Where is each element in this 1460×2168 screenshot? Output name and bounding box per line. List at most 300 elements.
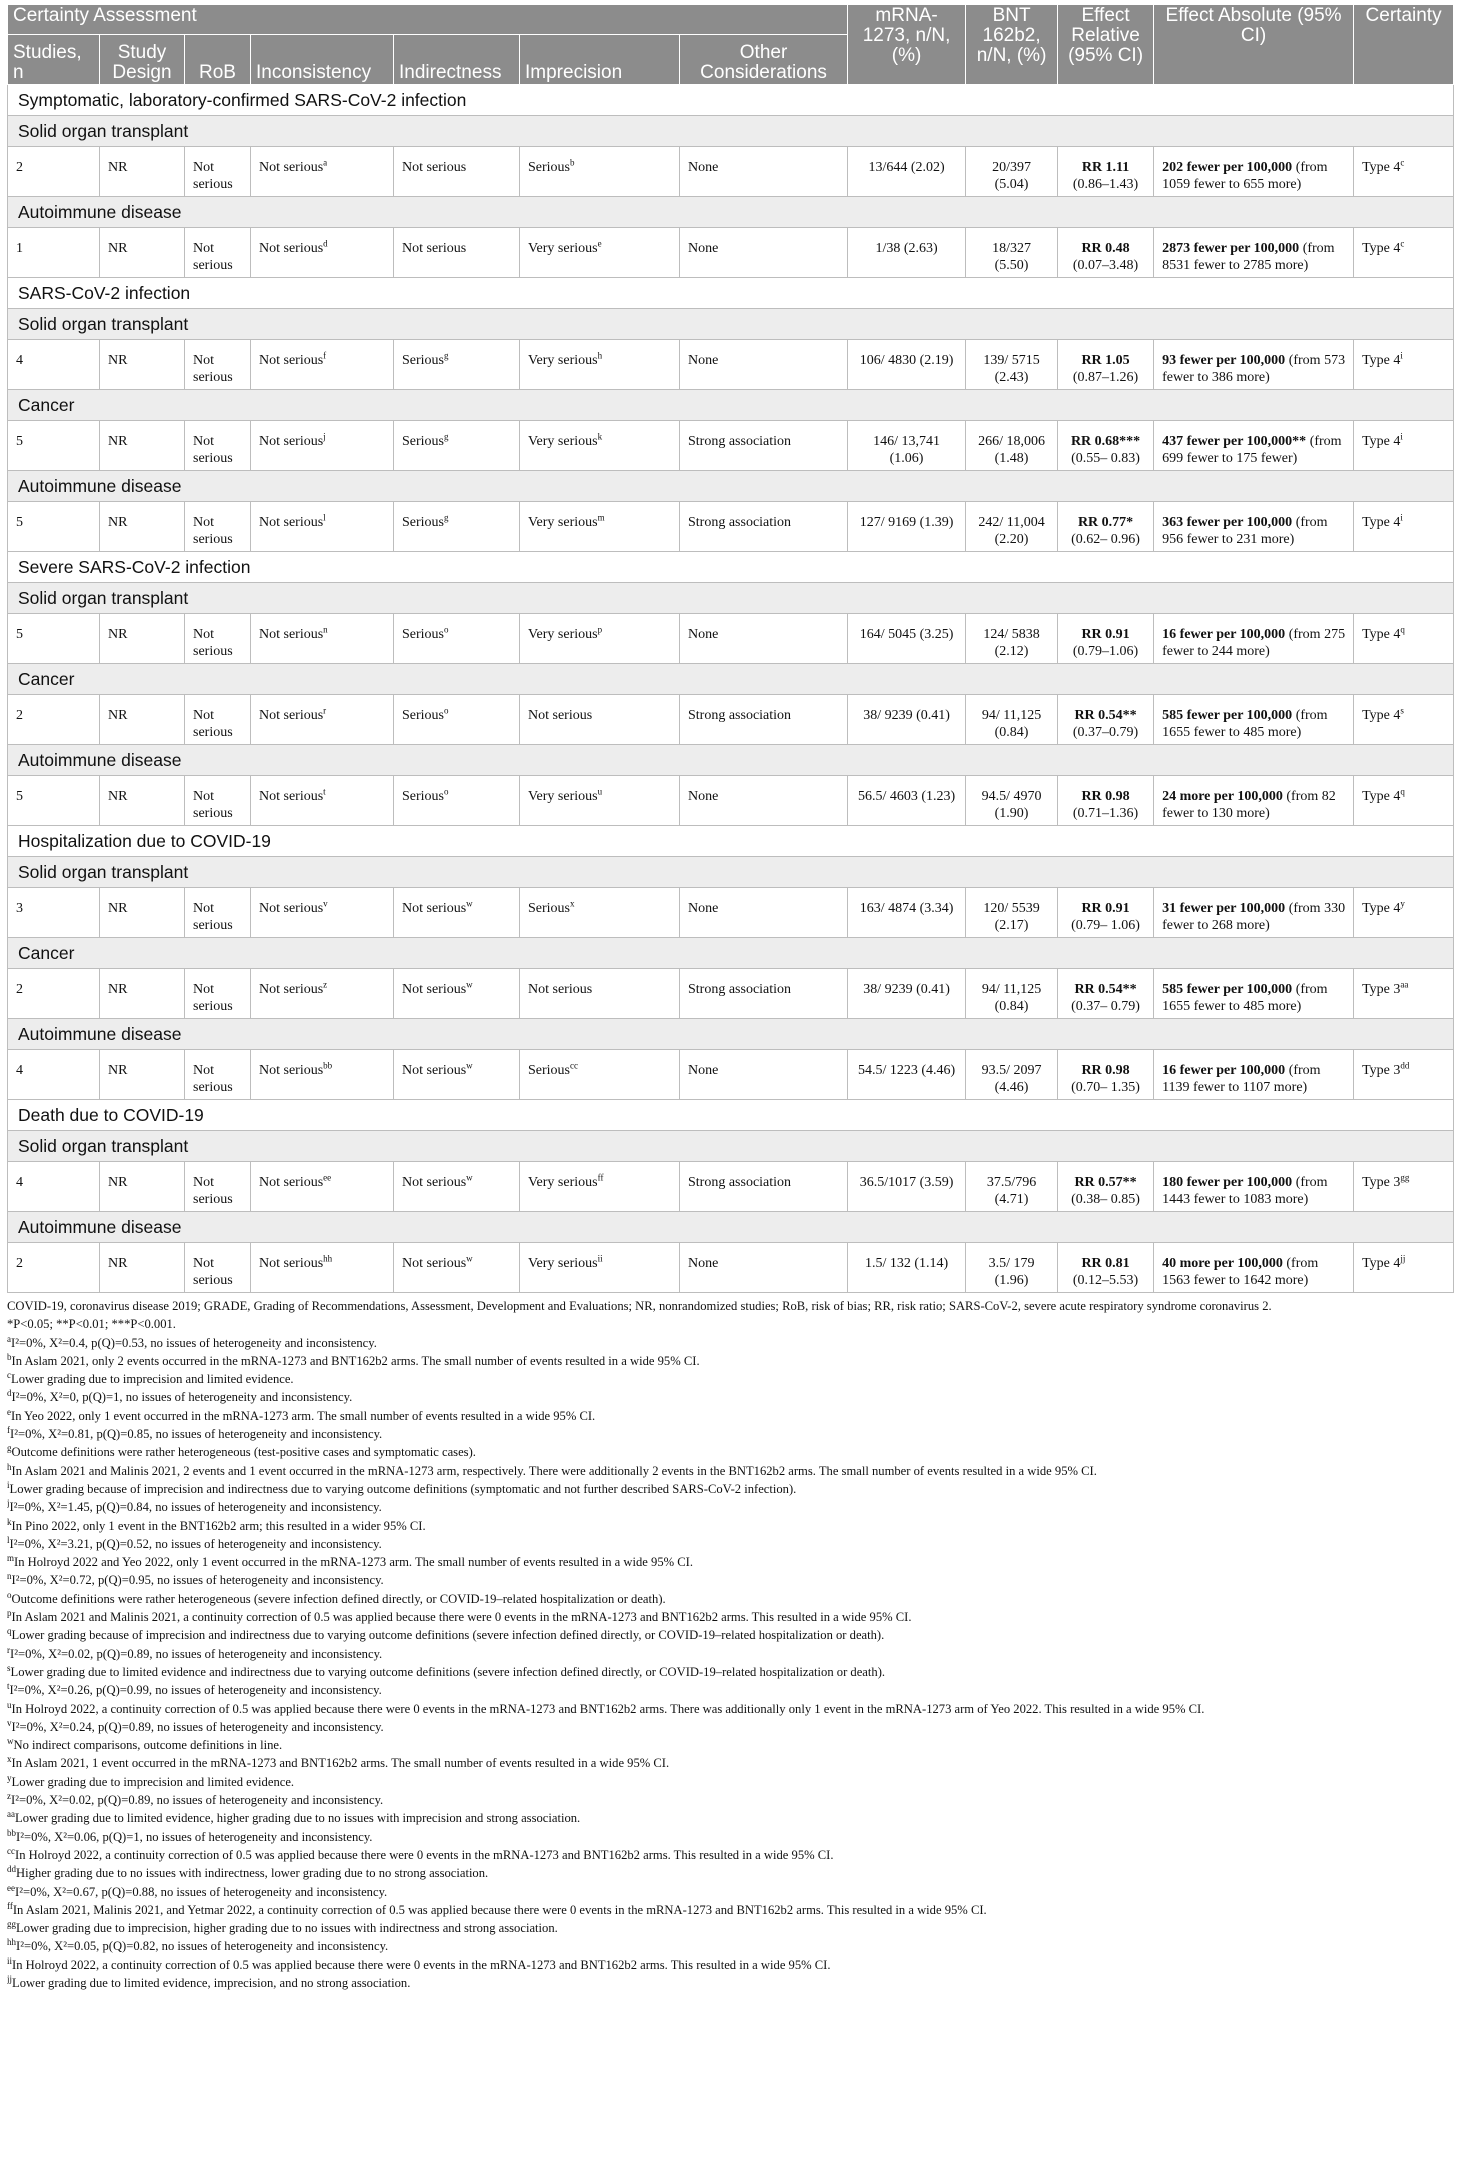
certainty-cell-footnote-mark: c — [1400, 157, 1405, 168]
design-cell-text: NR — [108, 708, 128, 723]
mrna-cell — [848, 888, 966, 938]
bnt-cell — [966, 1243, 1058, 1293]
design-cell-text: NR — [108, 1256, 128, 1271]
other-considerations-cell-text: None — [688, 160, 719, 175]
risk-ratio-ci: (0.12–5.53) — [1072, 1273, 1139, 1288]
imprecision-cell — [520, 614, 680, 664]
table-row — [8, 502, 1454, 552]
indirectness-cell-text: Serious — [402, 789, 444, 804]
footnote-mark: ii — [7, 1955, 13, 1966]
footnote-text: Lower grading due to imprecision and limited evidence. — [11, 1774, 295, 1789]
header-design: Study Design — [100, 35, 185, 85]
absolute-effect-cell — [1154, 147, 1354, 197]
relative-effect-cell — [1058, 969, 1154, 1019]
certainty-cell — [1354, 1050, 1454, 1100]
imprecision-cell — [520, 228, 680, 278]
other-considerations-cell — [680, 228, 848, 278]
table-container — [7, 4, 1453, 1992]
absolute-effect-cell — [1154, 614, 1354, 664]
risk-ratio: RR 1.11 — [1081, 160, 1130, 175]
mrna-cell-text: 56.5/ 4603 (1.23) — [857, 789, 956, 804]
bnt-cell-text: 20/397 (5.04) — [992, 160, 1031, 192]
imprecision-cell-footnote-mark: p — [597, 624, 603, 635]
relative-effect-cell — [1058, 1162, 1154, 1212]
population-label: Solid organ transplant — [8, 583, 1454, 614]
indirectness-cell-footnote-mark: o — [444, 786, 449, 797]
footnote-mark: x — [7, 1754, 12, 1765]
absolute-effect-cell — [1154, 340, 1354, 390]
footnote-mark: cc — [7, 1845, 15, 1856]
footnote-text: In Aslam 2021 and Malinis 2021, a continuity correction of 0.5 was applied because there were 0 events in the mRNA-1273 and BNT162b2 arms. This resulted in a wide 95% CI. — [11, 1610, 912, 1625]
footnote — [7, 1334, 1453, 1352]
studies-cell-text: 4 — [16, 1063, 23, 1078]
table-header — [8, 5, 1454, 85]
certainty-cell — [1354, 340, 1454, 390]
absolute-effect: 437 fewer per 100,000** — [1162, 434, 1307, 449]
mrna-cell — [848, 421, 966, 471]
table-row — [8, 1162, 1454, 1212]
absolute-effect-cell — [1154, 776, 1354, 826]
population-subsection-row — [8, 1131, 1454, 1162]
inconsistency-cell-footnote-mark: hh — [323, 1253, 333, 1264]
footnote-mark: dd — [7, 1864, 16, 1875]
absolute-effect-cell — [1154, 1243, 1354, 1293]
indirectness-cell — [394, 888, 520, 938]
footnote — [7, 1754, 1453, 1772]
imprecision-cell-text: Serious — [528, 901, 570, 916]
absolute-effect-ci: (from 1443 fewer to 1083 more) — [1162, 1175, 1328, 1207]
certainty-cell — [1354, 502, 1454, 552]
inconsistency-cell — [251, 1162, 394, 1212]
inconsistency-cell-text: Not serious — [259, 1063, 324, 1078]
population-label: Solid organ transplant — [8, 1131, 1454, 1162]
studies-cell — [8, 614, 100, 664]
absolute-effect-cell — [1154, 969, 1354, 1019]
bnt-cell-text: 37.5/796 (4.71) — [986, 1175, 1037, 1207]
header-studies: Studies, n — [8, 35, 100, 85]
bnt-cell — [966, 614, 1058, 664]
absolute-effect: 2873 fewer per 100,000 — [1162, 241, 1300, 256]
design-cell-text: NR — [108, 515, 128, 530]
studies-cell — [8, 502, 100, 552]
rob-cell-text: Not serious — [193, 1175, 233, 1207]
population-subsection-row — [8, 1019, 1454, 1050]
studies-cell — [8, 969, 100, 1019]
footnote-text: Lower grading due to limited evidence, higher grading due to no issues with imprecision and strong association. — [15, 1811, 581, 1826]
rob-cell-text: Not serious — [193, 434, 233, 466]
imprecision-cell — [520, 421, 680, 471]
footnote — [7, 1297, 1453, 1315]
population-subsection-row — [8, 197, 1454, 228]
rob-cell-text: Not serious — [193, 515, 233, 547]
footnote-mark: d — [7, 1388, 12, 1399]
other-considerations-cell-text: Strong association — [688, 434, 792, 449]
indirectness-cell — [394, 614, 520, 664]
footnote-text: I²=0%, X²=3.21, p(Q)=0.52, no issues of heterogeneity and inconsistency. — [9, 1536, 382, 1551]
risk-ratio-ci: (0.62– 0.96) — [1071, 532, 1140, 547]
absolute-effect: 180 fewer per 100,000 — [1162, 1175, 1293, 1190]
bnt-cell — [966, 1162, 1058, 1212]
footnote-text: I²=0%, X²=0.81, p(Q)=0.85, no issues of heterogeneity and inconsistency. — [10, 1427, 383, 1442]
rob-cell-text: Not serious — [193, 1063, 233, 1095]
population-label: Cancer — [8, 664, 1454, 695]
studies-cell-text: 2 — [16, 982, 23, 997]
population-label: Autoimmune disease — [8, 745, 1454, 776]
indirectness-cell-text: Serious — [402, 434, 444, 449]
table-row — [8, 695, 1454, 745]
population-subsection-row — [8, 471, 1454, 502]
studies-cell — [8, 421, 100, 471]
indirectness-cell-footnote-mark: w — [466, 979, 473, 990]
rob-cell — [185, 888, 251, 938]
indirectness-cell-footnote-mark: g — [444, 350, 449, 361]
absolute-effect-cell — [1154, 1050, 1354, 1100]
table-footnotes — [7, 1293, 1453, 1992]
studies-cell-text: 2 — [16, 708, 23, 723]
imprecision-cell-text: Very serious — [528, 434, 598, 449]
imprecision-cell-text: Very serious — [528, 627, 598, 642]
population-subsection-row — [8, 1212, 1454, 1243]
inconsistency-cell-footnote-mark: r — [323, 705, 327, 716]
inconsistency-cell-footnote-mark: f — [323, 350, 327, 361]
population-subsection-row — [8, 116, 1454, 147]
footnote-mark: q — [7, 1626, 12, 1637]
footnote — [7, 1571, 1453, 1589]
population-label: Cancer — [8, 938, 1454, 969]
imprecision-cell — [520, 1050, 680, 1100]
certainty-cell — [1354, 614, 1454, 664]
mrna-cell-text: 127/ 9169 (1.39) — [859, 515, 954, 530]
footnote — [7, 1846, 1453, 1864]
design-cell — [100, 228, 185, 278]
footnote — [7, 1718, 1453, 1736]
absolute-effect-cell — [1154, 421, 1354, 471]
certainty-cell-footnote-mark: gg — [1400, 1172, 1410, 1183]
rob-cell — [185, 776, 251, 826]
footnote — [7, 1663, 1453, 1681]
imprecision-cell — [520, 502, 680, 552]
indirectness-cell — [394, 1243, 520, 1293]
imprecision-cell-text: Serious — [528, 1063, 570, 1078]
relative-effect-cell — [1058, 421, 1154, 471]
certainty-cell-footnote-mark: q — [1400, 624, 1405, 635]
studies-cell — [8, 340, 100, 390]
footnote-text: I²=0%, X²=0.72, p(Q)=0.95, no issues of heterogeneity and inconsistency. — [11, 1573, 384, 1588]
studies-cell-text: 2 — [16, 160, 23, 175]
footnote-mark: i — [7, 1479, 10, 1490]
certainty-cell-footnote-mark: jj — [1400, 1253, 1406, 1264]
table-row — [8, 228, 1454, 278]
mrna-cell — [848, 969, 966, 1019]
imprecision-cell — [520, 969, 680, 1019]
footnote-mark: e — [7, 1406, 11, 1417]
risk-ratio: RR 0.68*** — [1070, 434, 1141, 449]
population-subsection-row — [8, 745, 1454, 776]
footnote-mark: k — [7, 1516, 12, 1527]
footnote-mark: ff — [7, 1900, 13, 1911]
risk-ratio-ci: (0.55– 0.83) — [1071, 451, 1140, 466]
header-other: Other Considerations — [680, 35, 848, 85]
rob-cell-text: Not serious — [193, 353, 233, 385]
inconsistency-cell — [251, 695, 394, 745]
other-considerations-cell-text: Strong association — [688, 515, 792, 530]
studies-cell-text: 5 — [16, 515, 23, 530]
footnote-text: Outcome definitions were rather heterogeneous (test-positive cases and symptomatic cases). — [11, 1445, 476, 1460]
table-row — [8, 776, 1454, 826]
mrna-cell-text: 164/ 5045 (3.25) — [859, 627, 954, 642]
population-subsection-row — [8, 390, 1454, 421]
indirectness-cell — [394, 228, 520, 278]
inconsistency-cell-footnote-mark: a — [323, 157, 328, 168]
footnote — [7, 1736, 1453, 1754]
absolute-effect: 40 more per 100,000 — [1162, 1256, 1283, 1271]
population-label: Autoimmune disease — [8, 197, 1454, 228]
absolute-effect-ci: (from 699 fewer to 175 fewer) — [1162, 434, 1342, 466]
footnote-text: In Aslam 2021 and Malinis 2021, 2 events and 1 event occurred in the mRNA-1273 arm, respectively. There were additionally 2 events in the BNT162b2 arms. The small number of events resulted in a wide 95% CI. — [11, 1463, 1097, 1478]
relative-effect-cell — [1058, 1243, 1154, 1293]
footnote-text: I²=0%, X²=0.02, p(Q)=0.89, no issues of heterogeneity and inconsistency. — [10, 1646, 383, 1661]
design-cell-text: NR — [108, 1063, 128, 1078]
design-cell — [100, 147, 185, 197]
indirectness-cell-footnote-mark: w — [466, 898, 473, 909]
footnote — [7, 1791, 1453, 1809]
population-label: Solid organ transplant — [8, 309, 1454, 340]
footnote-mark: c — [7, 1370, 11, 1380]
mrna-cell-text: 36.5/1017 (3.59) — [859, 1175, 954, 1190]
mrna-cell — [848, 502, 966, 552]
absolute-effect-ci: (from 1139 fewer to 1107 more) — [1162, 1063, 1321, 1095]
inconsistency-cell — [251, 1243, 394, 1293]
population-label: Autoimmune disease — [8, 1019, 1454, 1050]
rob-cell — [185, 421, 251, 471]
footnote-text: I²=0%, X²=0.06, p(Q)=1, no issues of heterogeneity and inconsistency. — [16, 1829, 373, 1844]
design-cell — [100, 1050, 185, 1100]
footnote-mark: jj — [7, 1973, 13, 1984]
mrna-cell — [848, 340, 966, 390]
imprecision-cell-footnote-mark: m — [597, 512, 605, 523]
footnote-text: In Holroyd 2022, a continuity correction of 0.5 was applied because there were 0 events in the mRNA-1273 and BNT162b2 arms. This resulted in a wide 95% CI. — [12, 1957, 831, 1972]
indirectness-cell-text: Not serious — [402, 160, 467, 175]
footnote-text: In Pino 2022, only 1 event in the BNT162b2 arm; this resulted in a wider 95% CI. — [11, 1518, 426, 1533]
rob-cell — [185, 1050, 251, 1100]
relative-effect-cell — [1058, 228, 1154, 278]
rob-cell — [185, 614, 251, 664]
footnote-text: In Yeo 2022, only 1 event occurred in the mRNA-1273 arm. The small number of events resulted in a wide 95% CI. — [11, 1408, 596, 1423]
population-label: Autoimmune disease — [8, 471, 1454, 502]
risk-ratio-ci: (0.87–1.26) — [1072, 370, 1139, 385]
rob-cell-text: Not serious — [193, 982, 233, 1014]
absolute-effect: 16 fewer per 100,000 — [1162, 627, 1286, 642]
indirectness-cell-footnote-mark: g — [444, 512, 449, 523]
other-considerations-cell-text: None — [688, 627, 719, 642]
absolute-effect-ci: (from 275 fewer to 244 more) — [1162, 627, 1346, 659]
bnt-cell — [966, 1050, 1058, 1100]
inconsistency-cell-footnote-mark: z — [323, 979, 328, 990]
studies-cell — [8, 147, 100, 197]
studies-cell — [8, 776, 100, 826]
design-cell — [100, 421, 185, 471]
relative-effect-cell — [1058, 340, 1154, 390]
inconsistency-cell-text: Not serious — [259, 982, 324, 997]
indirectness-cell — [394, 969, 520, 1019]
design-cell-text: NR — [108, 627, 128, 642]
inconsistency-cell — [251, 502, 394, 552]
bnt-cell-text: 94/ 11,125 (0.84) — [981, 982, 1042, 1014]
indirectness-cell — [394, 340, 520, 390]
mrna-cell-text: 13/644 (2.02) — [868, 160, 945, 175]
footnote-mark: v — [7, 1717, 12, 1728]
table-row — [8, 421, 1454, 471]
indirectness-cell-text: Not serious — [402, 1256, 467, 1271]
footnote-text: No indirect comparisons, outcome definitions in line. — [13, 1738, 283, 1753]
risk-ratio: RR 0.81 — [1081, 1256, 1130, 1271]
footnote — [7, 1407, 1453, 1425]
population-subsection-row — [8, 583, 1454, 614]
footnote — [7, 1553, 1453, 1571]
bnt-cell — [966, 340, 1058, 390]
certainty-cell-footnote-mark: s — [1400, 705, 1404, 716]
design-cell-text: NR — [108, 241, 128, 256]
indirectness-cell-footnote-mark: w — [466, 1253, 473, 1264]
risk-ratio: RR 1.05 — [1081, 353, 1130, 368]
footnote — [7, 1608, 1453, 1626]
risk-ratio-ci: (0.37– 0.79) — [1071, 999, 1140, 1014]
certainty-cell-text: Type 3 — [1362, 1175, 1401, 1190]
population-subsection-row — [8, 309, 1454, 340]
outcome-section-row — [8, 552, 1454, 583]
absolute-effect: 202 fewer per 100,000 — [1162, 160, 1293, 175]
bnt-cell-text: 93.5/ 2097 (4.46) — [981, 1063, 1042, 1095]
inconsistency-cell-footnote-mark: n — [323, 624, 328, 635]
imprecision-cell — [520, 1243, 680, 1293]
footnote-text: I²=0%, X²=1.45, p(Q)=0.84, no issues of heterogeneity and inconsistency. — [9, 1500, 382, 1515]
indirectness-cell-text: Serious — [402, 627, 444, 642]
footnote-mark: f — [7, 1425, 10, 1435]
absolute-effect-ci: (from 330 fewer to 268 more) — [1162, 901, 1346, 933]
header-mrna: mRNA-1273, n/N, (%) — [848, 5, 966, 85]
footnote — [7, 1700, 1453, 1718]
certainty-cell-footnote-mark: dd — [1400, 1060, 1410, 1071]
design-cell-text: NR — [108, 434, 128, 449]
certainty-cell — [1354, 1162, 1454, 1212]
footnote — [7, 1443, 1453, 1461]
absolute-effect-cell — [1154, 1162, 1354, 1212]
mrna-cell-text: 54.5/ 1223 (4.46) — [857, 1063, 956, 1078]
absolute-effect-cell — [1154, 502, 1354, 552]
absolute-effect-ci: (from 82 fewer to 130 more) — [1162, 789, 1336, 821]
footnote-text: Lower grading due to imprecision, higher grading due to no issues with indirectness and strong association. — [16, 1921, 558, 1936]
rob-cell — [185, 228, 251, 278]
imprecision-cell — [520, 888, 680, 938]
outcome-section-row — [8, 1100, 1454, 1131]
footnote — [7, 1590, 1453, 1608]
footnote-text: COVID-19, coronavirus disease 2019; GRADE, Grading of Recommendations, Assessment, Development and Evaluations; NR, nonrandomized studies; RoB, risk of bias; RR, risk ratio; SARS-CoV-2, severe acute respiratory syndrome coronavirus 2. — [7, 1299, 1272, 1313]
mrna-cell — [848, 1050, 966, 1100]
header-inconsistency: Inconsistency — [251, 35, 394, 85]
mrna-cell-text: 163/ 4874 (3.34) — [859, 901, 954, 916]
footnote-text: I²=0%, X²=0.05, p(Q)=0.82, no issues of heterogeneity and inconsistency. — [16, 1939, 389, 1954]
footnote-mark: t — [7, 1681, 10, 1692]
bnt-cell-text: 120/ 5539 (2.17) — [983, 901, 1040, 933]
population-subsection-row — [8, 938, 1454, 969]
mrna-cell-text: 38/ 9239 (0.41) — [863, 708, 950, 723]
indirectness-cell — [394, 695, 520, 745]
footnote-text: Lower grading due to limited evidence, imprecision, and no strong association. — [12, 1975, 411, 1990]
footnote — [7, 1462, 1453, 1480]
indirectness-cell — [394, 1050, 520, 1100]
mrna-cell — [848, 614, 966, 664]
footnote-text: I²=0%, X²=0.4, p(Q)=0.53, no issues of heterogeneity and inconsistency. — [11, 1335, 377, 1350]
footnote-text: In Aslam 2021, Malinis 2021, and Yetmar 2022, a continuity correction of 0.5 was applied because there were 0 events in the mRNA-1273 and BNT162b2 arms. This resulted in a wide 95% CI. — [12, 1902, 987, 1917]
footnote-text: Lower grading due to limited evidence and indirectness due to varying outcome definitions (severe infection defined directly, or COVID-19–related hospitalization or death). — [10, 1664, 886, 1679]
footnote-mark: gg — [7, 1919, 16, 1929]
population-label: Cancer — [8, 390, 1454, 421]
footnote-mark: a — [7, 1333, 11, 1344]
inconsistency-cell — [251, 228, 394, 278]
footnote-text: I²=0%, X²=0.24, p(Q)=0.89, no issues of heterogeneity and inconsistency. — [11, 1719, 384, 1734]
studies-cell — [8, 228, 100, 278]
indirectness-cell — [394, 776, 520, 826]
certainty-cell — [1354, 695, 1454, 745]
other-considerations-cell-text: None — [688, 353, 719, 368]
absolute-effect: 585 fewer per 100,000 — [1162, 982, 1293, 997]
inconsistency-cell — [251, 888, 394, 938]
certainty-cell-text: Type 4 — [1362, 515, 1401, 530]
bnt-cell-text: 94/ 11,125 (0.84) — [981, 708, 1042, 740]
inconsistency-cell-text: Not serious — [259, 515, 324, 530]
table-row — [8, 1050, 1454, 1100]
absolute-effect-ci: (from 1655 fewer to 485 more) — [1162, 982, 1328, 1014]
inconsistency-cell-footnote-mark: l — [323, 512, 326, 523]
risk-ratio: RR 0.48 — [1081, 241, 1130, 256]
certainty-cell-text: Type 4 — [1362, 901, 1401, 916]
other-considerations-cell — [680, 1050, 848, 1100]
inconsistency-cell-footnote-mark: bb — [323, 1060, 333, 1071]
imprecision-cell-text: Very serious — [528, 515, 598, 530]
population-subsection-row — [8, 664, 1454, 695]
footnote — [7, 1370, 1453, 1388]
indirectness-cell — [394, 502, 520, 552]
risk-ratio: RR 0.98 — [1081, 1063, 1130, 1078]
certainty-cell-text: Type 4 — [1362, 160, 1401, 175]
absolute-effect-ci: (from 956 fewer to 231 more) — [1162, 515, 1328, 547]
bnt-cell — [966, 147, 1058, 197]
other-considerations-cell-text: None — [688, 901, 719, 916]
absolute-effect: 16 fewer per 100,000 — [1162, 1063, 1286, 1078]
imprecision-cell-footnote-mark: k — [597, 431, 603, 442]
absolute-effect: 363 fewer per 100,000 — [1162, 515, 1293, 530]
footnote-text: I²=0%, X²=0.02, p(Q)=0.89, no issues of heterogeneity and inconsistency. — [11, 1793, 384, 1808]
table-row — [8, 969, 1454, 1019]
inconsistency-cell-footnote-mark: t — [323, 786, 326, 797]
other-considerations-cell — [680, 614, 848, 664]
bnt-cell — [966, 695, 1058, 745]
footnote-mark: hh — [7, 1937, 16, 1948]
outcome-section-row — [8, 85, 1454, 116]
footnote — [7, 1498, 1453, 1516]
mrna-cell-text: 1.5/ 132 (1.14) — [864, 1256, 949, 1271]
indirectness-cell-text: Not serious — [402, 241, 467, 256]
mrna-cell-text: 146/ 13,741 (1.06) — [873, 434, 940, 466]
bnt-cell — [966, 502, 1058, 552]
footnote-text: I²=0%, X²=0.67, p(Q)=0.88, no issues of heterogeneity and inconsistency. — [15, 1884, 388, 1899]
header-rob: RoB — [185, 35, 251, 85]
imprecision-cell-text: Very serious — [528, 353, 598, 368]
footnote-mark: b — [7, 1351, 12, 1362]
risk-ratio-ci: (0.07–3.48) — [1072, 258, 1139, 273]
certainty-cell-footnote-mark: c — [1400, 238, 1405, 249]
table-row — [8, 147, 1454, 197]
